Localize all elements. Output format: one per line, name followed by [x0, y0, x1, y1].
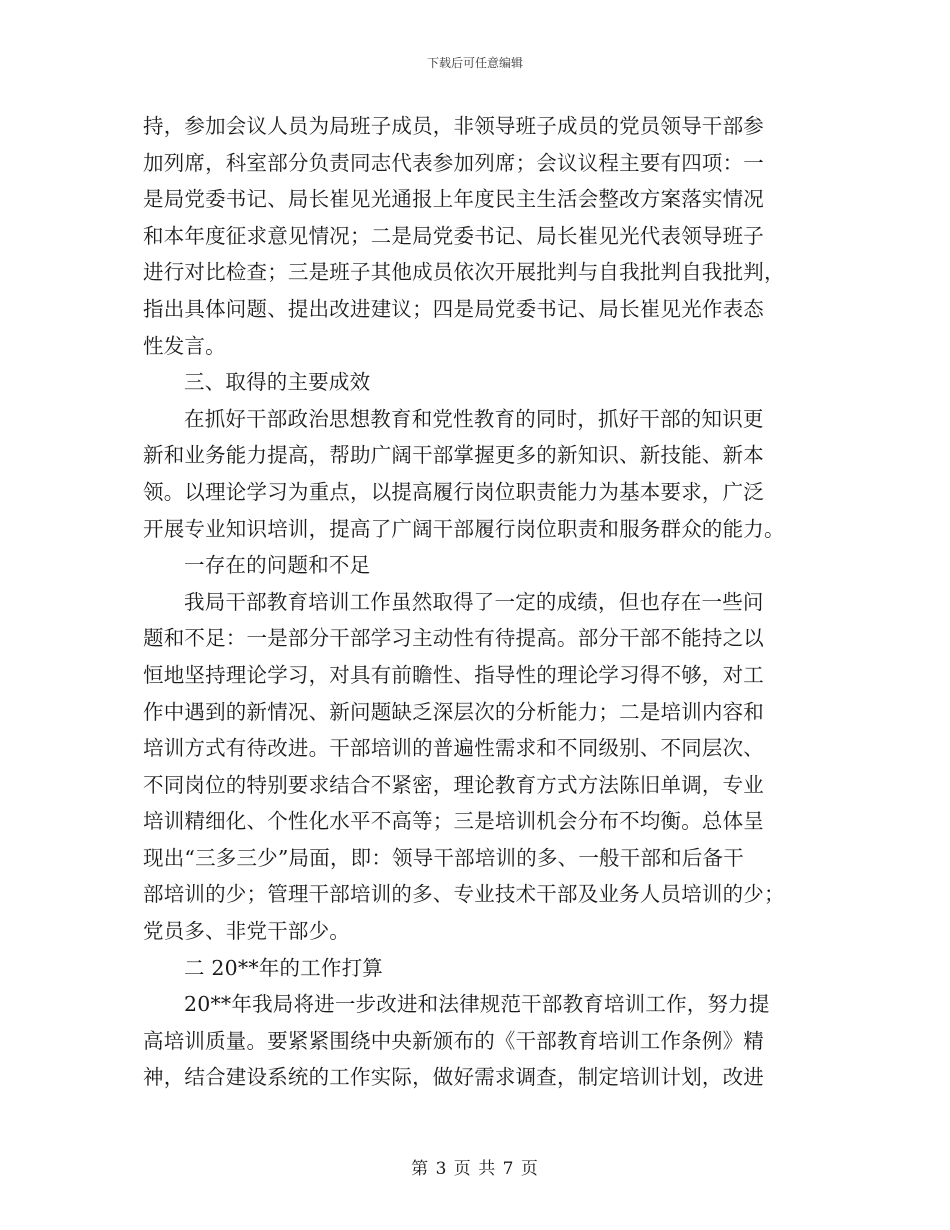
text-line: 题和不足：一是部分干部学习主动性有待提高。部分干部不能持之以 — [143, 626, 764, 651]
text-line: 二 20**年的工作打算 — [184, 955, 384, 980]
page-footer: 第 3 页 共 7 页 — [411, 1159, 539, 1179]
text-line: 领。以理论学习为重点，以提高履行岗位职责能力为基本要求，广泛 — [143, 479, 764, 504]
text-line: 新和业务能力提高，帮助广阔干部掌握更多的新知识、新技能、新本 — [143, 443, 764, 468]
text-line: 指出具体问题、提出改进建议；四是局党委书记、局长崔见光作表态 — [143, 296, 764, 321]
text-line: 现出“三多三少”局面，即：领导干部培训的多、一般干部和后备干 — [143, 845, 744, 870]
text-line: 神，结合建设系统的工作实际，做好需求调查，制定培训计划，改进 — [143, 1065, 764, 1090]
text-line: 性发言。 — [143, 333, 226, 358]
text-line: 不同岗位的特别要求结合不紧密，理论教育方式方法陈旧单调，专业 — [143, 772, 764, 797]
text-line: 恒地坚持理论学习，对具有前瞻性、指导性的理论学习得不够，对工 — [143, 662, 764, 687]
text-line: 在抓好干部政治思想教育和党性教育的同时，抓好干部的知识更 — [184, 406, 764, 431]
page-header: 下载后可任意编辑 — [426, 56, 523, 70]
text-line: 进行对比检查；三是班子其他成员依次开展批判与自我批判自我批判， — [143, 260, 785, 285]
text-line: 党员多、非党干部少。 — [143, 919, 350, 944]
text-line: 持，参加会议人员为局班子成员，非领导班子成员的党员领导干部参 — [143, 114, 764, 138]
text-line: 开展专业知识培训，提高了广阔干部履行岗位职责和服务群众的能力。 — [143, 516, 785, 541]
text-line: 作中遇到的新情况、新问题缺乏深层次的分析能力；二是培训内容和 — [143, 699, 764, 724]
text-line: 三、取得的主要成效 — [184, 370, 371, 395]
text-line: 和本年度征求意见情况；二是局党委书记、局长崔见光代表领导班子 — [143, 223, 764, 248]
text-line: 20**年我局将进一步改进和法律规范干部教育培训工作，努力提 — [184, 992, 770, 1017]
text-line: 培训方式有待改进。干部培训的普遍性需求和不同级别、不同层次、 — [143, 736, 764, 761]
text-line: 是局党委书记、局长崔见光通报上年度民主生活会整改方案落实情况 — [143, 187, 764, 212]
document-body — [143, 108, 813, 1096]
text-line: 部培训的少；管理干部培训的多、专业技术干部及业务人员培训的少； — [143, 882, 785, 907]
text-line: 一存在的问题和不足 — [184, 553, 371, 578]
text-line: 我局干部教育培训工作虽然取得了一定的成绩，但也存在一些问 — [184, 589, 764, 614]
text-line: 加列席，科室部分负责同志代表参加列席；会议议程主要有四项：一 — [143, 150, 764, 175]
text-line: 培训精细化、个性化水平不高等；三是培训机会分布不均衡。总体呈 — [143, 809, 764, 834]
text-line: 高培训质量。要紧紧围绕中央新颁布的《干部教育培训工作条例》精 — [143, 1028, 764, 1053]
